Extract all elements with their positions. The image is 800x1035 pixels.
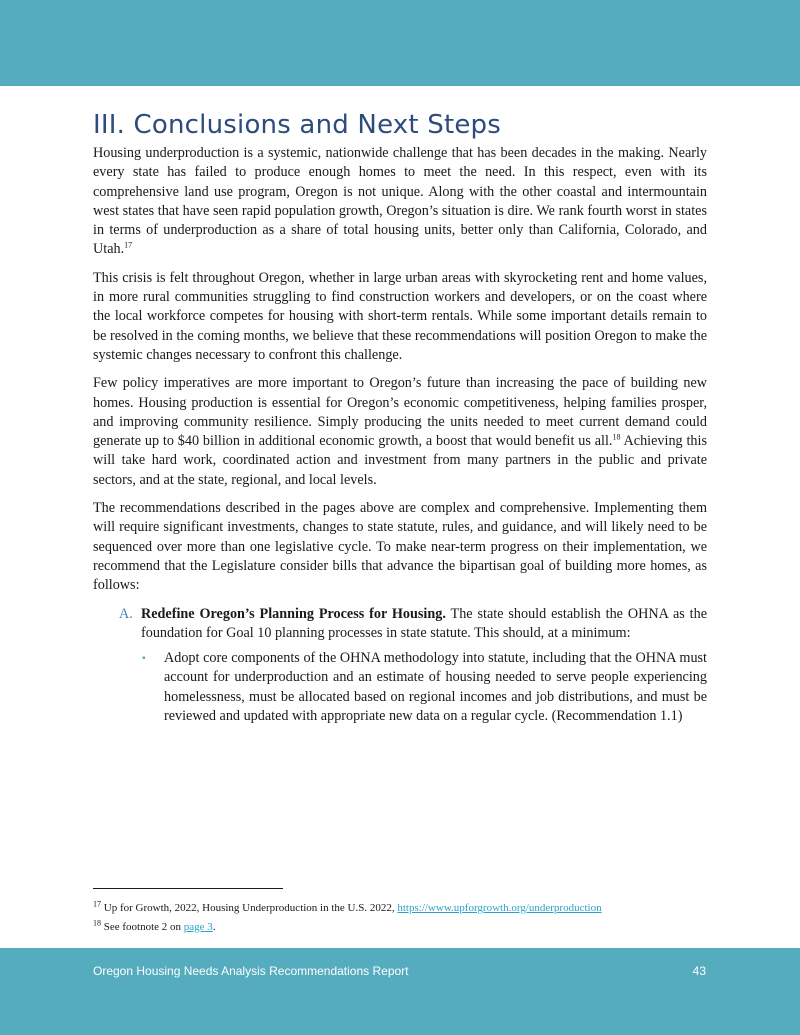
footnote-ref-18[interactable]: 18 — [612, 432, 621, 442]
recommendation-a-title: Redefine Oregon’s Planning Process for Housing. — [141, 605, 446, 622]
paragraph-2 — [93, 269, 707, 365]
footnote-ref-17[interactable]: 17 — [124, 240, 133, 250]
footnotes — [93, 899, 713, 937]
paragraph-3-text-b: Achieving this will take hard work, coordinated action and investment from many partners in the public and private sectors, and at the state, regional, and local levels. — [93, 433, 707, 488]
footnote-18-text: See footnote 2 on — [101, 921, 184, 933]
paragraph-3 — [93, 374, 707, 490]
paragraph-4-text: The recommendations described in the pages above are complex and comprehensive. Implementing them will require significant investments, changes to state statute, rules, and guidance, and will likely need to be sequenced over more than one legislative cycle. To make near-term progress on their implementation, we recommend that the Legislature consider bills that advance the bipartisan goal of building more homes, as follows: — [93, 500, 707, 594]
footnote-divider — [93, 888, 283, 889]
paragraph-4 — [93, 499, 707, 595]
footnote-17-text: Up for Growth, 2022, Housing Underproduction in the U.S. 2022, — [101, 902, 398, 914]
footer-page-number: 43 — [692, 964, 706, 978]
footer-report-title: Oregon Housing Needs Analysis Recommendations Report — [93, 964, 409, 978]
paragraph-3-text-a: Few policy imperatives are more important to Oregon’s future than increasing the pace of building new homes. Housing production is essential for Oregon’s economic competitiveness, helping families prosper, and improving community resilience. Simply producing the units needed to meet current demand could generate up to $40 billion in additional economic growth, a boost that would benefit us all. — [93, 375, 707, 450]
footnote-18-number: 18 — [93, 918, 101, 928]
paragraph-1-text: Housing underproduction is a systemic, nationwide challenge that has been decades in the making. Nearly every state has failed to produce enough homes to meet the need. In this respect, even with its comprehensive land use program, Oregon is not unique. Along with the other coastal and intermountain west states that have seen rapid population growth, Oregon’s situation is dire. We rank fourth worst in states in terms of underproduction as a share of total housing units, better only than California, Colorado, and Utah. — [93, 145, 707, 258]
footer-band — [0, 948, 800, 1035]
footnote-17-number: 17 — [93, 899, 101, 909]
recommendation-a-letter: A. — [119, 605, 133, 622]
footnote-17 — [93, 899, 713, 918]
section-title: III. Conclusions and Next Steps — [93, 110, 501, 140]
paragraph-1 — [93, 144, 707, 260]
bullet-text: Adopt core components of the OHNA methodology into statute, including that the OHNA must account for underproduction and an estimate of housing needed to serve people experiencing homelessness, must be allocated based on regional incomes and job distributions, and must be reviewed and updated with appropriate new data on a regular cycle. (Recommendation 1.1) — [164, 650, 707, 725]
recommendation-a-bullet — [93, 649, 707, 726]
footnote-17-link[interactable]: https://www.upforgrowth.org/underproduction — [397, 902, 602, 914]
recommendation-a — [93, 605, 707, 644]
square-bullet-icon: ▪ — [142, 653, 146, 665]
recommendation-a-text: The state should establish the OHNA as the foundation for Goal 10 planning processes in state statute. This should, at a minimum: — [141, 605, 707, 641]
footnote-18 — [93, 918, 713, 937]
footnote-18-trail: . — [212, 921, 216, 933]
header-band — [0, 0, 800, 86]
footnote-18-link[interactable]: page 3 — [183, 921, 213, 933]
main-content — [93, 110, 707, 726]
paragraph-2-text: This crisis is felt throughout Oregon, whether in large urban areas with skyrocketing rent and home values, in more rural communities struggling to find construction workers and developers, or on the coast where the local workforce competes for housing with short-term rentals. While some important details remain to be resolved in the coming months, we believe that these recommendations will position Oregon to make the systemic changes necessary to confront this challenge. — [93, 269, 707, 363]
